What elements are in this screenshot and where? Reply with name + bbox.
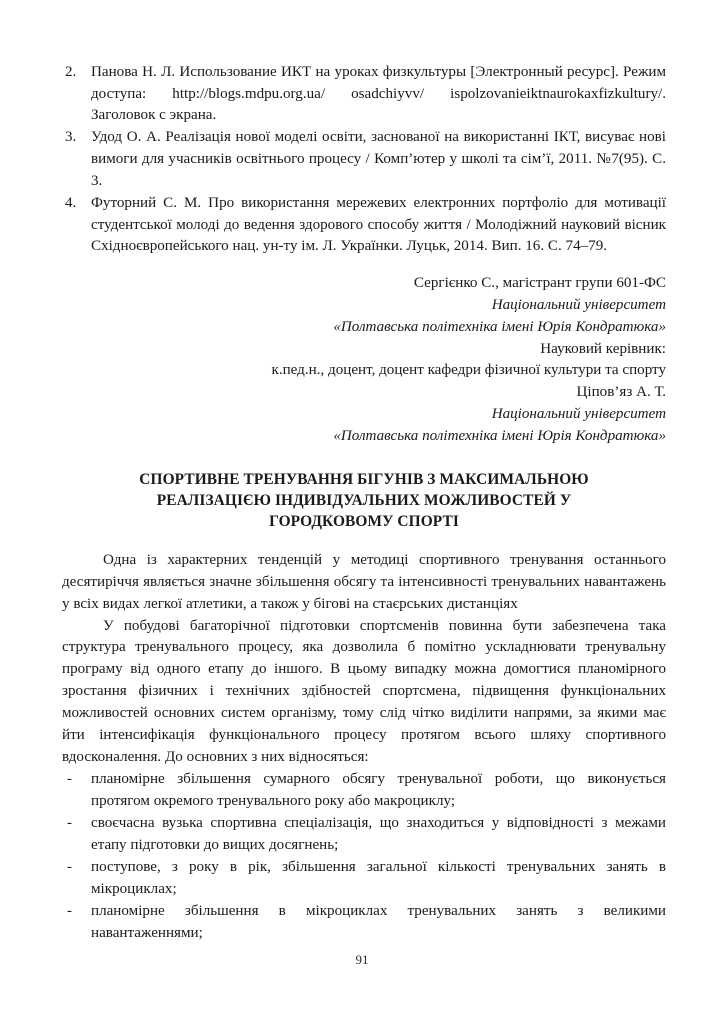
supervisor-university-line: Національний університет <box>491 406 666 423</box>
page-number: 91 <box>355 952 369 967</box>
reference-number: 2. <box>65 64 77 80</box>
bullet-list-item-text: поступове, з року в рік, збільшення загальної кількості тренувальних занять в мікроциклах; <box>91 859 666 897</box>
page-title-line: СПОРТИВНЕ ТРЕНУВАННЯ БІГУНІВ З МАКСИМАЛЬНОЮ <box>139 470 589 488</box>
author-name-line: Сергієнко С., магістрант групи 601-ФС <box>413 274 666 291</box>
supervisor-name-line: Ціпов’яз А. Т. <box>576 384 666 401</box>
page-title-line: РЕАЛІЗАЦІЄЮ ІНДИВІДУАЛЬНИХ МОЖЛИВОСТЕЙ У <box>156 492 572 510</box>
reference-number: 4. <box>65 194 77 211</box>
article-body <box>62 550 666 945</box>
dash-bullet-icon: - <box>67 902 73 919</box>
author-institute-line: «Полтавська політехніка імені Юрія Кондратюка» <box>333 318 666 335</box>
page-title <box>62 469 666 533</box>
bullet-list-item-text: планомірне збільшення сумарного обсягу тренувальної роботи, що виконується протягом окремого тренувального року або макроциклу; <box>91 771 666 810</box>
page-title-line: ГОРОДКОВОМУ СПОРТІ <box>269 513 459 531</box>
author-affiliation-block <box>62 273 666 448</box>
dash-bullet-icon: - <box>67 771 73 788</box>
bullet-list-item <box>62 857 666 901</box>
dash-bullet-icon: - <box>67 815 73 832</box>
body-paragraph: У побудові багаторічної підготовки спортсменів повинна бути забезпечена така структура тренувального процесу, яка дозволила б помітно ускладнювати тренувальну програму від одного етапу до іншого. В цьому випадку можна домогтися планомірного зростання фізичних і технічних здібностей спортсмена, підвищення функціональних можливостей основних систем організму, тому слід чітко виділити напрями, за якими має йти інтенсифікація функціонального процесу протягом всього шляху спортивного вдосконалення. До основних з них відносяться: <box>62 617 666 766</box>
reference-number: 3. <box>65 129 77 146</box>
bullet-list-item <box>62 769 666 813</box>
references-list <box>62 62 666 258</box>
page-content <box>62 62 666 945</box>
body-paragraph: Одна із характерних тенденцій у методиці спортивного тренування останнього десятиріччя являється значне збільшення обсягу та інтенсивності тренувальних навантажень у всіх видах легкої атлетики, а також у бігові на стаєрських дистанціях <box>62 551 666 612</box>
supervisor-degree-line: к.пед.н., доцент, доцент кафедри фізичної культури та спорту <box>271 362 666 379</box>
bullet-list-item-text: своєчасна вузька спортивна спеціалізація, що знаходиться у відповідності з межами етапу підготовки до вищих досягнень; <box>91 815 666 854</box>
bullet-list <box>62 769 666 945</box>
reference-text: Футорний С. М. Про використання мережевих електронних портфоліо для мотивації студентської молоді до ведення здорового способу життя / Молодіжний науковий вісник Східноєвропейського нац. ун-ту ім. Л. Українки. Луцьк, 2014. Вип. 16. С. 74–79. <box>91 194 666 255</box>
reference-text: Панова Н. Л. Использование ИКТ на уроках физкультуры [Электронный ресурс]. Режим доступа: http://blogs.mdpu.org.ua/ osadchiyvv/ ispolzovanieiktnaurokaxfizkultury/. Заголовок с экрана. <box>91 64 666 124</box>
bullet-list-item <box>62 901 666 945</box>
author-university-line: Національний університет <box>491 296 666 313</box>
supervisor-label-line: Науковий керівник: <box>540 340 666 357</box>
supervisor-institute-line: «Полтавська політехніка імені Юрія Кондратюка» <box>333 428 666 445</box>
dash-bullet-icon: - <box>67 859 73 875</box>
reference-item <box>62 193 666 258</box>
bullet-list-item-text: планомірне збільшення в мікроциклах тренувальних занять з великими навантаженнями; <box>91 902 666 941</box>
reference-item <box>62 62 666 127</box>
reference-item <box>62 127 666 192</box>
reference-text: Удод О. А. Реалізація нової моделі освіти, заснованої на використанні ІКТ, висуває нові вимоги для учасників освітнього процесу / Комп’ютер у школі та сім’ї, 2011. №7(95). С. 3. <box>91 129 666 189</box>
bullet-list-item <box>62 813 666 857</box>
